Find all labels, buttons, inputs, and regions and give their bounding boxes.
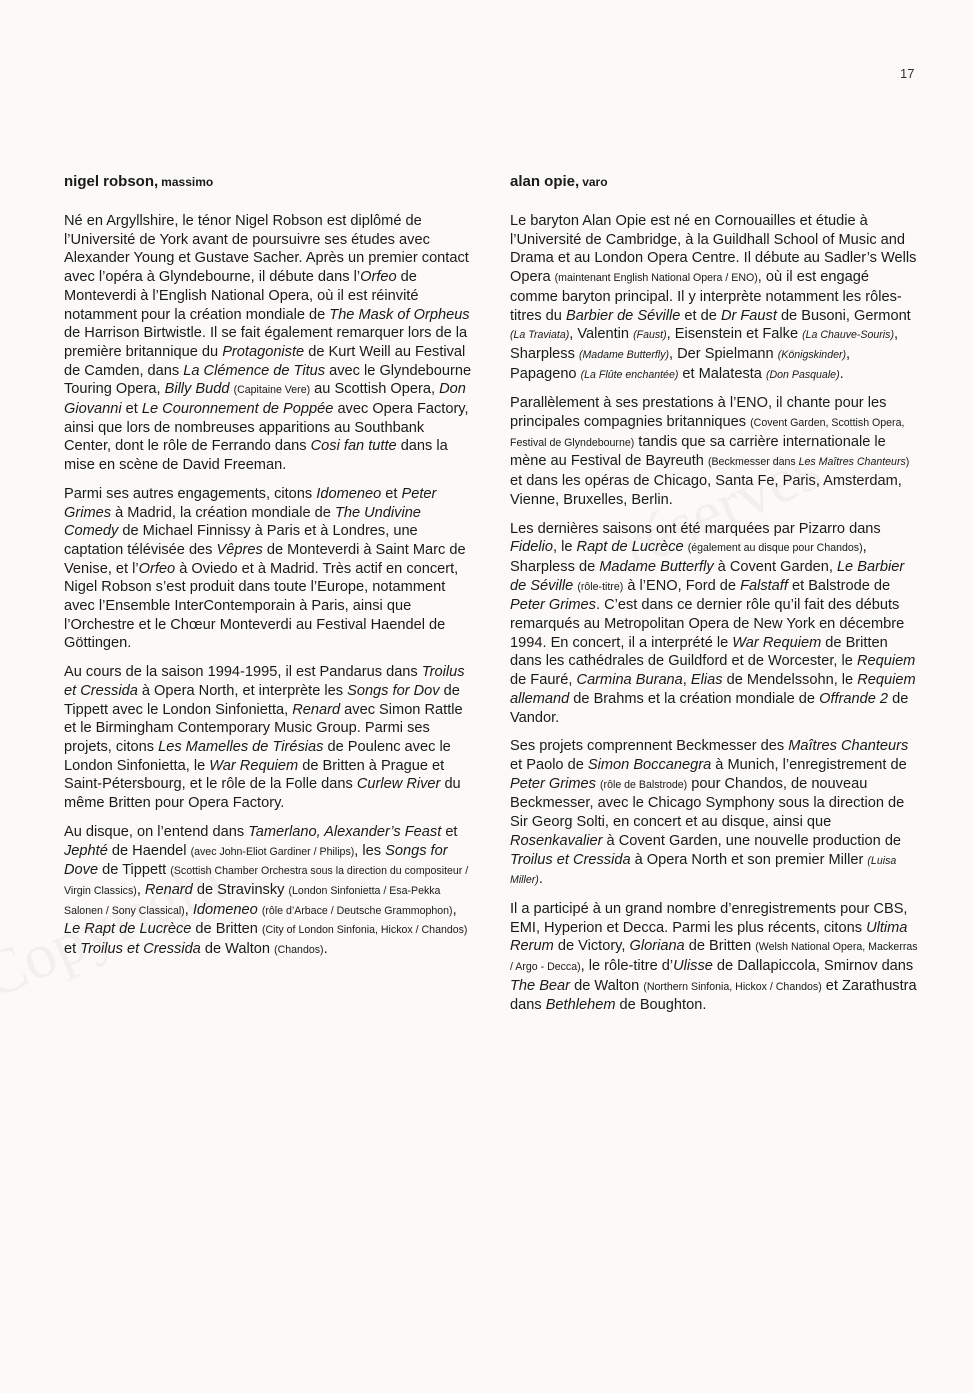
text-run: pour Chandos, de nouveau Beckmesser, avec le Chicago Symphony sous la direction de Sir Georg Solti, en concert et au disque, ainsi que <box>510 775 905 831</box>
text-run: (City of London Sinfonia, Hickox / Chandos) <box>261 924 468 937</box>
text-run: The Mask of Orpheus <box>329 306 470 323</box>
text-run: Parallèlement à ses prestations à l’ENO, il chante pour les principales compagnies britanniques <box>510 395 887 431</box>
bio-paragraph <box>510 737 920 890</box>
text-run: à Munich, l’enregistrement de <box>711 756 907 773</box>
text-run: avec Opera Factory, ainsi que lors de nombreuses apparitions au Southbank Center, dont le rôle de Ferrando dans <box>64 401 469 455</box>
text-run: de Haendel <box>107 842 191 859</box>
text-run: Le Couronnement de Poppée <box>141 401 334 418</box>
text-run: (Don Pasquale) <box>765 368 840 381</box>
text-run: Fidelio <box>510 539 553 556</box>
text-run: Ultima Rerum <box>510 919 908 955</box>
text-run: à Opera North et son premier Miller <box>630 851 868 868</box>
text-run: , les <box>354 842 386 859</box>
text-run: et Malatesta <box>678 365 766 382</box>
text-run: Offrande 2 <box>819 690 889 707</box>
text-run: , Sharpless <box>510 326 899 362</box>
bio-heading <box>64 172 474 192</box>
performer-name: alan opie, <box>510 173 580 190</box>
text-run: Ulisse <box>673 958 713 975</box>
text-run: , Valentin <box>569 326 634 343</box>
page-number: 17 <box>900 66 915 81</box>
text-run: . <box>538 871 543 888</box>
text-run: Au disque, on l’entend dans <box>64 823 249 840</box>
text-run: Don Giovanni <box>64 381 466 418</box>
text-run: Idomeneo <box>316 485 382 502</box>
text-run: au Scottish Opera, <box>310 381 440 398</box>
text-run: de Harrison Birtwistle. Il se fait également remarquer lors de la première britannique du <box>64 325 468 360</box>
text-run: (Königskinder) <box>777 348 847 361</box>
text-run: de Mendelssohn, le <box>722 672 858 689</box>
text-run: (Luisa Miller) <box>510 854 897 887</box>
text-run: Curlew River <box>356 776 441 793</box>
bio-paragraph <box>510 212 920 384</box>
text-run: et <box>381 485 402 502</box>
text-run: de Victory, <box>553 938 630 955</box>
text-run: Simon Boccanegra <box>587 756 712 773</box>
text-run: Parmi ses autres engagements, citons <box>64 485 317 502</box>
text-run: (La Chauve-Souris) <box>802 329 894 342</box>
text-run: Né en Argyllshire, le ténor Nigel Robson est diplômé de l’Université de York avant de poursuivre ses études avec Alexander Young et Gustave Sacher. Après un premier contact avec l’opéra à Glyndebourne, il débute dans l’ <box>64 213 469 286</box>
text-run: Idomeneo <box>192 901 258 918</box>
text-run: Vêpres <box>216 541 263 558</box>
text-run: de Michael Finnissy à Paris et à Londres, une captation télévisée des <box>64 523 418 558</box>
text-run: dans la mise en scène de David Freeman. <box>64 438 448 474</box>
bio-paragraph <box>64 212 474 475</box>
text-run: (Welsh National Opera, Mackerras / Argo - Decca) <box>510 941 918 974</box>
text-run: de Vandor. <box>510 690 909 726</box>
text-run: Le Rapt de Lucrèce <box>64 921 192 938</box>
text-run: Requiem allemand <box>510 672 916 707</box>
text-run: Elias <box>690 672 723 689</box>
text-run: (Northern Sinfonia, Hickox / Chandos) <box>643 980 822 993</box>
text-run: Bethlehem <box>545 997 616 1014</box>
text-run: à l’ENO, Ford de <box>623 577 741 594</box>
text-run: de Britten <box>684 938 756 955</box>
text-run: War Requiem <box>209 757 299 774</box>
text-run: Jephté <box>64 842 108 859</box>
text-run: Peter Grimes <box>510 775 596 792</box>
text-run: à Madrid, la création mondiale de <box>111 504 335 521</box>
text-run: de Brahms et la création mondiale de <box>569 690 820 707</box>
text-run: avec le Glyndebourne Touring Opera, <box>64 362 472 398</box>
text-run: de Walton <box>570 977 644 994</box>
text-run: (La Flûte enchantée) <box>580 368 679 381</box>
text-run: Dr Faust <box>720 307 777 324</box>
text-run: de Britten à Prague et Saint-Pétersbourg, et le rôle de la Folle dans <box>64 757 445 793</box>
text-run: de Monteverdi à l’English National Opera, où il est réinvité notamment pour la création mondiale de <box>64 269 419 323</box>
text-run: Rosenkavalier <box>510 832 603 849</box>
text-run: Au cours de la saison 1994-1995, il est Pandarus dans <box>64 664 422 681</box>
text-run: Renard <box>292 701 341 718</box>
text-run: de Dallapiccola, Smirnov dans <box>712 958 914 975</box>
bio-paragraph <box>64 485 474 653</box>
performer-name: nigel robson, <box>64 173 159 190</box>
text-run: Songs for Dov <box>347 682 440 699</box>
performer-role: massimo <box>161 175 214 189</box>
text-run: Les Maîtres Chanteurs <box>798 456 906 469</box>
text-run: (rôle-titre) <box>577 580 624 593</box>
text-run: Gloriana <box>629 938 685 955</box>
text-run: à Oviedo et à Madrid. Très actif en concert, Nigel Robson s’est produit dans toute l’Europe, notamment avec l’Ensemble InterContemporain à Paris, ainsi que l’Orchestre et le Chœur Monteverdi au Festival Haendel de Göttingen. <box>64 560 459 652</box>
text-run: Orfeo <box>138 560 176 577</box>
bio-nigel-robson <box>64 172 474 970</box>
text-run: The Bear <box>510 977 571 994</box>
text-run: de Stravinsky <box>192 881 289 898</box>
text-run: (Chandos) <box>274 944 324 957</box>
text-run: Madame Butterfly <box>599 558 714 575</box>
bio-paragraph <box>64 663 474 813</box>
text-run: , le rôle-titre d’ <box>580 958 674 975</box>
text-run: et Paolo de <box>510 756 588 773</box>
bio-paragraph <box>64 823 474 960</box>
text-run: Maîtres Chanteurs <box>788 738 909 755</box>
text-run: Songs for Dove <box>64 842 448 879</box>
text-run: de Tippett avec le London Sinfonietta, <box>64 682 460 718</box>
text-run: Cosi fan tutte <box>310 438 397 455</box>
text-run: Le baryton Alan Opie est né en Cornouailles et étudie à l’Université de Cambridge, à la Guildhall School of Music and Drama et au London Opera Centre. Il débute au Sadler’s Wells Opera <box>510 213 917 286</box>
text-run: de Fauré, <box>510 672 577 689</box>
text-run: (London Sinfonietta / Esa-Pekka Salonen / Sony Classical) <box>64 884 441 917</box>
text-run: Ses projets comprennent Beckmesser des <box>510 738 789 755</box>
text-run: , Der Spielmann <box>669 345 778 362</box>
text-run: de Walton <box>200 941 275 958</box>
text-run: Carmina Burana <box>576 672 683 689</box>
text-run: Troilus et Cressida <box>80 941 201 958</box>
bio-heading <box>510 172 920 192</box>
text-run: The Undivine Comedy <box>64 504 421 540</box>
text-run: (Scottish Chamber Orchestra sous la direction du compositeur / Virgin Classics) <box>64 865 469 897</box>
text-run: avec Simon Rattle et le Birmingham Contemporary Music Group. Parmi ses projets, citons <box>64 701 463 755</box>
text-run: (avec John-Eliot Gardiner / Philips) <box>190 845 355 858</box>
text-run: à Covent Garden, <box>713 558 837 575</box>
text-run: et <box>64 941 81 958</box>
text-run: Il a participé à un grand nombre d’enregistrements pour CBS, EMI, Hyperion et Decca. Parmi les plus récents, citons <box>510 900 908 936</box>
text-run: de Britten <box>191 921 262 938</box>
text-run: Peter Grimes <box>64 485 437 521</box>
text-run: Les Mamelles de Tirésias <box>158 738 324 755</box>
text-run: , Eisenstein et Falke <box>666 326 803 343</box>
bio-paragraph <box>510 394 920 509</box>
text-run: La Clémence de Titus <box>183 362 326 379</box>
text-run: , Sharpless de <box>510 539 867 575</box>
text-run: (Covent Garden, Scottish Opera, Festival de Glyndebourne) <box>510 417 905 449</box>
text-run: Les dernières saisons ont été marquées par Pizarro dans <box>510 520 881 537</box>
text-run: (également au disque pour Chandos) <box>687 542 863 555</box>
text-run: (maintenant English National Opera / ENO) <box>554 272 758 285</box>
text-run: et de <box>680 307 721 324</box>
text-run: Requiem <box>856 653 916 670</box>
text-run: de Tippett <box>98 862 171 879</box>
text-run: ) <box>905 456 910 469</box>
text-run: et dans les opéras de Chicago, Santa Fe, Paris, Amsterdam, Vienne, Bruxelles, Berlin. <box>510 473 902 508</box>
text-run: tandis que sa carrière internationale le mène au Festival de Bayreuth <box>510 433 886 470</box>
text-run: et Zarathustra dans <box>510 977 917 1014</box>
bio-paragraph <box>510 520 920 728</box>
text-run: Billy Budd <box>164 381 230 398</box>
text-run: War Requiem <box>732 634 822 651</box>
text-run: Le Barbier de Séville <box>510 558 905 594</box>
text-run: (Madame Butterfly) <box>578 348 670 361</box>
text-run: et <box>441 823 458 840</box>
text-run: , <box>452 901 457 918</box>
text-run: de Monteverdi à Saint Marc de Venise, et l’ <box>64 541 466 577</box>
text-run: . <box>839 365 844 382</box>
text-run: (Capitaine Vere) <box>233 384 311 397</box>
text-run: (Faust) <box>633 329 667 342</box>
text-run: Orfeo <box>360 269 397 286</box>
text-run: Tamerlano, Alexander’s Feast <box>248 823 442 840</box>
text-run: , Papageno <box>510 345 851 382</box>
text-run: , <box>136 881 145 898</box>
text-run: du même Britten pour Opera Factory. <box>64 776 461 812</box>
text-run: , où il est engagé comme baryton principal. Il y interprète notamment les rôles-titres du <box>510 269 902 324</box>
text-run: Rapt de Lucrèce <box>576 539 684 556</box>
bio-paragraph <box>510 900 920 1015</box>
text-run: de Britten dans les cathédrales de Guildford et de Worcester, le <box>510 634 888 670</box>
text-run: . C’est dans ce dernier rôle qu’il fait des débuts remarqués au Metropolitan Opera de New York en décembre 1994. En concert, il a interprété le <box>510 597 905 651</box>
text-run: Troilus et Cressida <box>510 851 631 868</box>
bio-alan-opie <box>510 172 920 1025</box>
text-run: Renard <box>144 881 193 898</box>
text-run: (Beckmesser dans <box>707 456 799 469</box>
text-run: Barbier de Séville <box>565 307 681 324</box>
text-run: (rôle d’Arbace / Deutsche Grammophon) <box>261 904 453 917</box>
text-run: à Covent Garden, une nouvelle production de <box>602 832 902 849</box>
text-run: (La Traviata) <box>510 329 570 342</box>
text-run: à Opera North, et interprète les <box>137 682 348 699</box>
text-run: Peter Grimes <box>510 597 596 614</box>
text-run: et <box>121 401 142 418</box>
text-run: de Poulenc avec le London Sinfonietta, le <box>64 738 451 774</box>
text-run: , le <box>553 539 577 556</box>
text-run: Protagoniste <box>222 343 305 360</box>
text-run: (rôle de Balstrode) <box>600 778 688 791</box>
text-run: de Busoni, Germont <box>776 307 911 324</box>
text-run: , <box>682 672 691 689</box>
text-run: et Balstrode de <box>787 577 891 594</box>
text-run: , <box>184 901 193 918</box>
text-run: Troilus et Cressida <box>64 664 465 699</box>
text-run: Falstaff <box>740 577 788 594</box>
text-run: de Boughton. <box>615 997 707 1014</box>
performer-role: varo <box>582 175 608 189</box>
text-run: de Kurt Weill au Festival de Camden, dans <box>64 343 466 379</box>
text-run: . <box>323 941 328 958</box>
